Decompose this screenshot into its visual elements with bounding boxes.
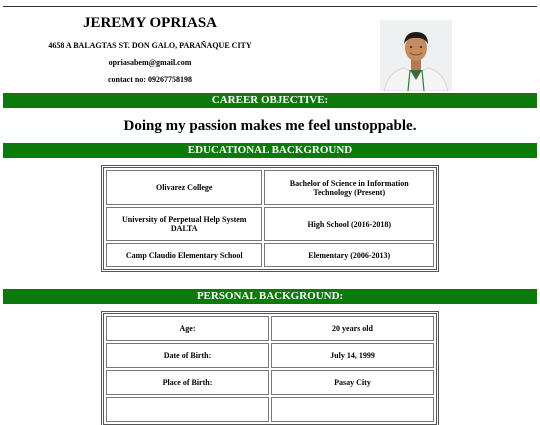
school-cell: Olivarez College — [106, 170, 262, 205]
table-row — [106, 243, 434, 267]
career-objective-statement: Doing my passion makes me feel unstoppable. — [123, 118, 417, 134]
value-cell — [271, 397, 434, 422]
address: 4658 A BALAGTAS ST. DON GALO, PARAÑAQUE CITY — [48, 41, 252, 50]
personal-table — [103, 313, 437, 425]
label-cell: Age: — [106, 316, 269, 341]
contact-number: contact no: 09267758198 — [108, 75, 192, 84]
school-cell: Camp Claudio Elementary School — [106, 243, 262, 267]
table-row — [106, 170, 434, 205]
full-name: JEREMY OPRIASA — [82, 15, 218, 31]
table-row — [106, 370, 434, 395]
profile-photo — [380, 20, 452, 91]
label-cell: Place of Birth: — [106, 370, 269, 395]
table-row — [106, 207, 434, 241]
table-row — [106, 343, 434, 368]
value-cell: 20 years old — [271, 316, 434, 341]
value-cell: July 14, 1999 — [271, 343, 434, 368]
level-cell: Elementary (2006-2013) — [264, 243, 434, 267]
level-cell: Bachelor of Science in Information Technology (Present) — [264, 170, 434, 205]
email: opriasabem@gmail.com — [108, 58, 192, 67]
education-table — [103, 167, 437, 270]
person-portrait-icon — [380, 20, 452, 91]
school-cell: University of Perpetual Help System DALTA — [106, 207, 262, 241]
resume-header — [0, 0, 540, 92]
educational-background-heading: EDUCATIONAL BACKGROUND — [3, 143, 537, 158]
career-objective-heading: CAREER OBJECTIVE: — [3, 93, 537, 108]
value-cell: Pasay City — [271, 370, 434, 395]
level-cell: High School (2016-2018) — [264, 207, 434, 241]
table-row — [106, 397, 434, 422]
table-row — [106, 316, 434, 341]
label-cell — [106, 397, 269, 422]
personal-background-heading: PERSONAL BACKGROUND: — [3, 289, 537, 304]
label-cell: Date of Birth: — [106, 343, 269, 368]
